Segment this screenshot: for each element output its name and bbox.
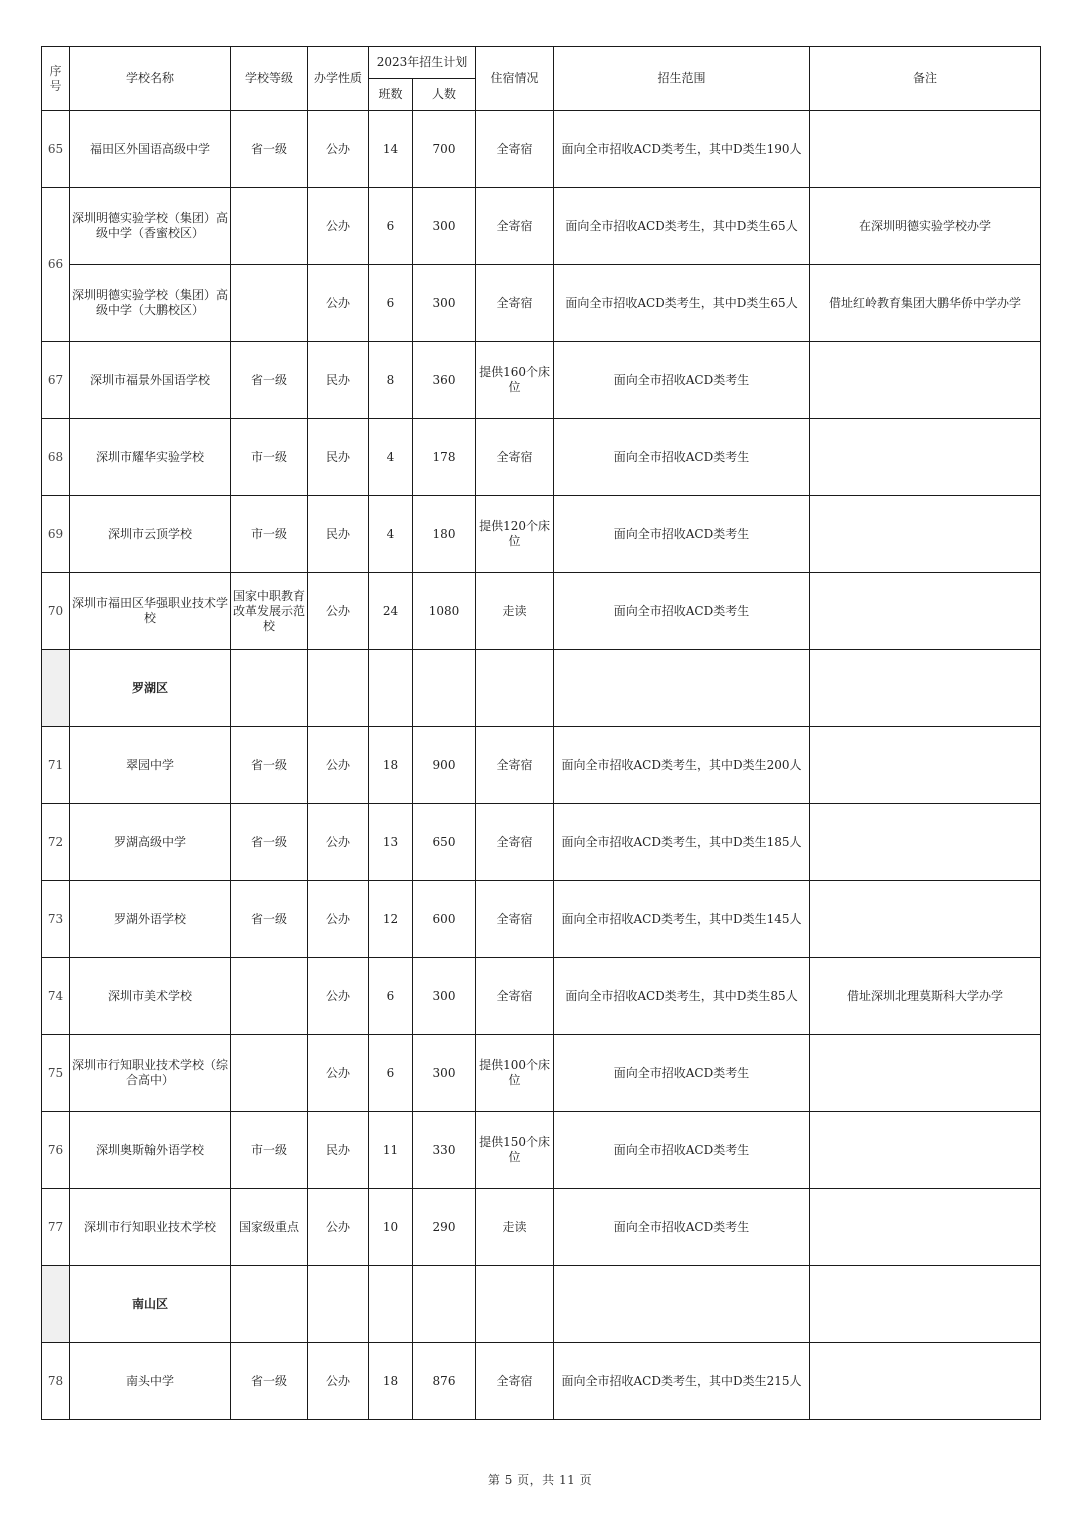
school-level: 省一级 — [231, 804, 308, 881]
class-count: 14 — [369, 111, 413, 188]
empty-cell — [308, 650, 369, 727]
table-row — [42, 496, 1041, 573]
school-name: 深圳奥斯翰外语学校 — [70, 1112, 231, 1189]
row-index: 65 — [42, 111, 70, 188]
class-count: 6 — [369, 188, 413, 265]
remark — [810, 1035, 1041, 1112]
school-nature: 公办 — [308, 881, 369, 958]
school-nature: 公办 — [308, 573, 369, 650]
enrollment-table — [41, 46, 1041, 1420]
boarding-status: 全寄宿 — [476, 727, 554, 804]
remark: 借址红岭教育集团大鹏华侨中学办学 — [810, 265, 1041, 342]
remark — [810, 1112, 1041, 1189]
row-index: 72 — [42, 804, 70, 881]
school-level: 市一级 — [231, 1112, 308, 1189]
section-index-cell — [42, 1266, 70, 1343]
class-count: 18 — [369, 1343, 413, 1420]
class-count: 4 — [369, 496, 413, 573]
school-level: 国家级重点 — [231, 1189, 308, 1266]
school-level: 省一级 — [231, 342, 308, 419]
enrollment-scope: 面向全市招收ACD类考生 — [554, 573, 810, 650]
table-row — [42, 958, 1041, 1035]
empty-cell — [369, 650, 413, 727]
boarding-status: 全寄宿 — [476, 1343, 554, 1420]
row-index: 74 — [42, 958, 70, 1035]
people-count: 876 — [413, 1343, 476, 1420]
boarding-status: 全寄宿 — [476, 958, 554, 1035]
empty-cell — [476, 1266, 554, 1343]
school-name: 深圳明德实验学校（集团）高级中学（香蜜校区） — [70, 188, 231, 265]
empty-cell — [413, 1266, 476, 1343]
enrollment-scope: 面向全市招收ACD类考生 — [554, 419, 810, 496]
school-name: 深圳明德实验学校（集团）高级中学（大鹏校区） — [70, 265, 231, 342]
people-count: 900 — [413, 727, 476, 804]
empty-cell — [231, 1266, 308, 1343]
enrollment-scope: 面向全市招收ACD类考生 — [554, 1035, 810, 1112]
school-level: 省一级 — [231, 1343, 308, 1420]
school-nature: 公办 — [308, 1343, 369, 1420]
school-name: 深圳市行知职业技术学校（综合高中） — [70, 1035, 231, 1112]
people-count: 300 — [413, 188, 476, 265]
school-nature: 公办 — [308, 1035, 369, 1112]
row-index: 73 — [42, 881, 70, 958]
people-count: 290 — [413, 1189, 476, 1266]
school-name: 福田区外国语高级中学 — [70, 111, 231, 188]
remark — [810, 804, 1041, 881]
section-row — [42, 1266, 1041, 1343]
row-index: 71 — [42, 727, 70, 804]
school-nature: 公办 — [308, 727, 369, 804]
school-name: 罗湖外语学校 — [70, 881, 231, 958]
table-row — [42, 1112, 1041, 1189]
table-row — [42, 573, 1041, 650]
empty-cell — [231, 650, 308, 727]
table-row — [42, 1189, 1041, 1266]
row-index: 70 — [42, 573, 70, 650]
empty-cell — [413, 650, 476, 727]
remark: 在深圳明德实验学校办学 — [810, 188, 1041, 265]
remark — [810, 881, 1041, 958]
row-index: 66 — [42, 188, 70, 342]
row-index: 68 — [42, 419, 70, 496]
class-count: 6 — [369, 958, 413, 1035]
header-school-nature: 办学性质 — [308, 47, 369, 111]
table-row — [42, 881, 1041, 958]
people-count: 330 — [413, 1112, 476, 1189]
section-title: 南山区 — [70, 1266, 231, 1343]
school-level: 省一级 — [231, 111, 308, 188]
header-scope: 招生范围 — [554, 47, 810, 111]
row-index: 67 — [42, 342, 70, 419]
school-level — [231, 265, 308, 342]
remark — [810, 1189, 1041, 1266]
header-boarding: 住宿情况 — [476, 47, 554, 111]
table-row — [42, 188, 1041, 265]
remark: 借址深圳北理莫斯科大学办学 — [810, 958, 1041, 1035]
school-level: 市一级 — [231, 496, 308, 573]
page-footer: 第 5 页，共 11 页 — [487, 1473, 593, 1487]
enrollment-scope: 面向全市招收ACD类考生，其中D类生190人 — [554, 111, 810, 188]
remark — [810, 727, 1041, 804]
table-row — [42, 727, 1041, 804]
school-name: 深圳市美术学校 — [70, 958, 231, 1035]
row-index: 78 — [42, 1343, 70, 1420]
school-level — [231, 188, 308, 265]
enrollment-scope: 面向全市招收ACD类考生，其中D类生85人 — [554, 958, 810, 1035]
table-row — [42, 265, 1041, 342]
people-count: 600 — [413, 881, 476, 958]
class-count: 12 — [369, 881, 413, 958]
header-school-name: 学校名称 — [70, 47, 231, 111]
school-name: 深圳市福田区华强职业技术学校 — [70, 573, 231, 650]
enrollment-scope: 面向全市招收ACD类考生 — [554, 342, 810, 419]
section-row — [42, 650, 1041, 727]
boarding-status: 全寄宿 — [476, 265, 554, 342]
people-count: 700 — [413, 111, 476, 188]
school-level: 省一级 — [231, 727, 308, 804]
school-nature: 公办 — [308, 804, 369, 881]
school-level — [231, 958, 308, 1035]
school-name: 深圳市福景外国语学校 — [70, 342, 231, 419]
header-remark: 备注 — [810, 47, 1041, 111]
people-count: 180 — [413, 496, 476, 573]
school-name: 南头中学 — [70, 1343, 231, 1420]
class-count: 8 — [369, 342, 413, 419]
enrollment-scope: 面向全市招收ACD类考生，其中D类生65人 — [554, 188, 810, 265]
class-count: 11 — [369, 1112, 413, 1189]
section-index-cell — [42, 650, 70, 727]
school-level: 市一级 — [231, 419, 308, 496]
table-row — [42, 1035, 1041, 1112]
remark — [810, 496, 1041, 573]
school-name: 深圳市行知职业技术学校 — [70, 1189, 231, 1266]
class-count: 6 — [369, 265, 413, 342]
class-count: 13 — [369, 804, 413, 881]
school-nature: 民办 — [308, 496, 369, 573]
people-count: 300 — [413, 265, 476, 342]
people-count: 300 — [413, 1035, 476, 1112]
enrollment-scope: 面向全市招收ACD类考生，其中D类生215人 — [554, 1343, 810, 1420]
remark — [810, 573, 1041, 650]
table-row — [42, 1343, 1041, 1420]
school-name: 深圳市云顶学校 — [70, 496, 231, 573]
class-count: 24 — [369, 573, 413, 650]
row-index: 69 — [42, 496, 70, 573]
school-nature: 公办 — [308, 188, 369, 265]
boarding-status: 全寄宿 — [476, 804, 554, 881]
boarding-status: 提供100个床位 — [476, 1035, 554, 1112]
people-count: 650 — [413, 804, 476, 881]
remark — [810, 419, 1041, 496]
empty-cell — [308, 1266, 369, 1343]
school-level: 国家中职教育改革发展示范校 — [231, 573, 308, 650]
empty-cell — [369, 1266, 413, 1343]
row-index: 76 — [42, 1112, 70, 1189]
empty-cell — [476, 650, 554, 727]
header-plan: 2023年招生计划 — [369, 47, 476, 79]
people-count: 1080 — [413, 573, 476, 650]
header-index: 序 号 — [42, 47, 70, 111]
class-count: 18 — [369, 727, 413, 804]
remark — [810, 1343, 1041, 1420]
boarding-status: 提供160个床位 — [476, 342, 554, 419]
empty-cell — [554, 1266, 810, 1343]
boarding-status: 全寄宿 — [476, 419, 554, 496]
school-name: 翠园中学 — [70, 727, 231, 804]
school-level: 省一级 — [231, 881, 308, 958]
header-classes: 班数 — [369, 79, 413, 111]
school-nature: 公办 — [308, 1189, 369, 1266]
table-row — [42, 419, 1041, 496]
remark — [810, 342, 1041, 419]
class-count: 4 — [369, 419, 413, 496]
school-name: 深圳市耀华实验学校 — [70, 419, 231, 496]
school-nature: 民办 — [308, 419, 369, 496]
enrollment-scope: 面向全市招收ACD类考生，其中D类生200人 — [554, 727, 810, 804]
school-nature: 公办 — [308, 958, 369, 1035]
table-row — [42, 804, 1041, 881]
section-title: 罗湖区 — [70, 650, 231, 727]
school-nature: 民办 — [308, 1112, 369, 1189]
row-index: 75 — [42, 1035, 70, 1112]
school-nature: 公办 — [308, 265, 369, 342]
enrollment-scope: 面向全市招收ACD类考生，其中D类生65人 — [554, 265, 810, 342]
people-count: 300 — [413, 958, 476, 1035]
school-nature: 民办 — [308, 342, 369, 419]
enrollment-scope: 面向全市招收ACD类考生，其中D类生185人 — [554, 804, 810, 881]
school-level — [231, 1035, 308, 1112]
boarding-status: 全寄宿 — [476, 881, 554, 958]
table-row — [42, 342, 1041, 419]
class-count: 10 — [369, 1189, 413, 1266]
empty-cell — [554, 650, 810, 727]
remark — [810, 111, 1041, 188]
empty-cell — [810, 1266, 1041, 1343]
boarding-status: 走读 — [476, 1189, 554, 1266]
row-index: 77 — [42, 1189, 70, 1266]
table-row — [42, 111, 1041, 188]
people-count: 360 — [413, 342, 476, 419]
school-nature: 公办 — [308, 111, 369, 188]
school-name: 罗湖高级中学 — [70, 804, 231, 881]
boarding-status: 全寄宿 — [476, 111, 554, 188]
header-people: 人数 — [413, 79, 476, 111]
boarding-status: 走读 — [476, 573, 554, 650]
people-count: 178 — [413, 419, 476, 496]
boarding-status: 提供120个床位 — [476, 496, 554, 573]
enrollment-scope: 面向全市招收ACD类考生 — [554, 1112, 810, 1189]
enrollment-scope: 面向全市招收ACD类考生 — [554, 496, 810, 573]
enrollment-scope: 面向全市招收ACD类考生 — [554, 1189, 810, 1266]
boarding-status: 全寄宿 — [476, 188, 554, 265]
boarding-status: 提供150个床位 — [476, 1112, 554, 1189]
header-school-level: 学校等级 — [231, 47, 308, 111]
empty-cell — [810, 650, 1041, 727]
enrollment-scope: 面向全市招收ACD类考生，其中D类生145人 — [554, 881, 810, 958]
class-count: 6 — [369, 1035, 413, 1112]
